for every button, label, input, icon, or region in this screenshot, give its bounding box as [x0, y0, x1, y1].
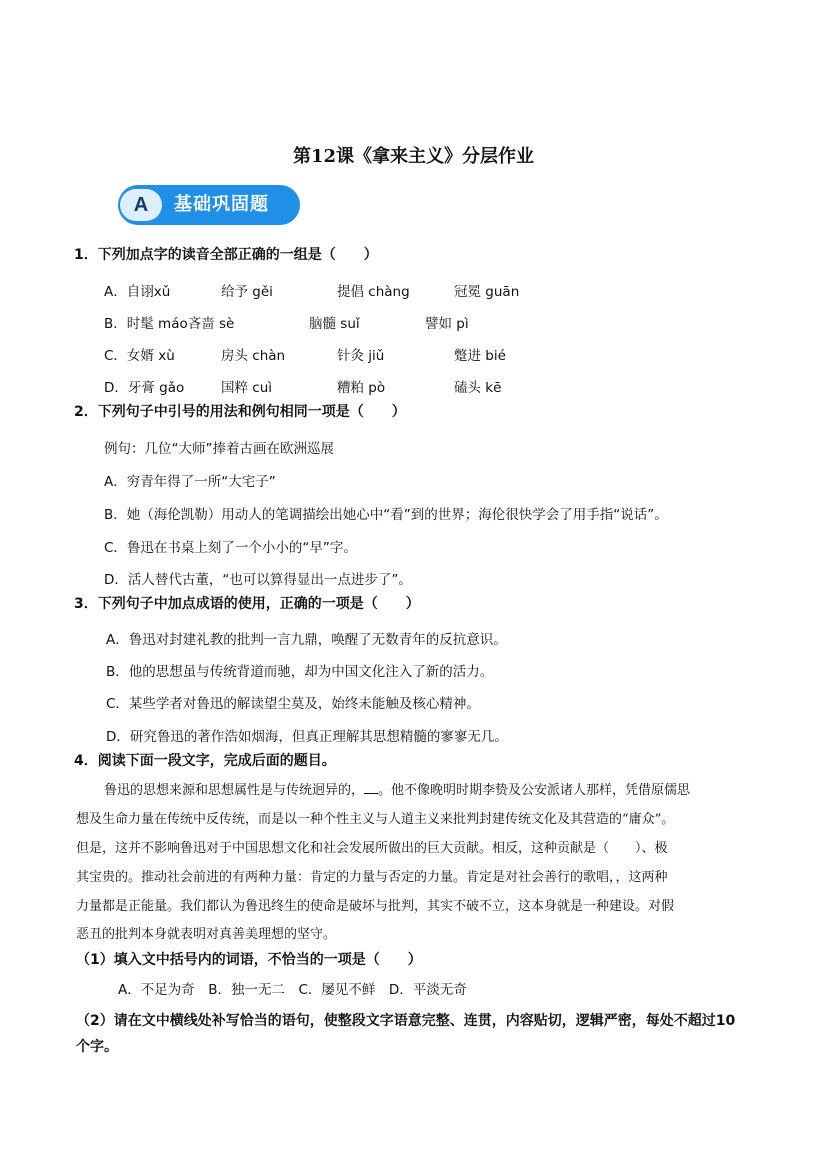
passage-line-1-part-2: 。他不像晚明时期李贽及公安派诸人那样，凭借原儒思 — [378, 783, 691, 798]
question-4-stem: 4．阅读下面一段文字，完成后面的题目。 — [74, 753, 336, 769]
question-2-stem: 2．下列句子中引号的用法和例句相同一项是（ ） — [74, 404, 406, 420]
question-1-stem: 1．下列加点字的读音全部正确的一组是（ ） — [74, 247, 378, 263]
q3-option-b: B．他的思想虽与传统背道而驰，却为中国文化注入了新的活力。 — [106, 664, 494, 680]
q2-option-c: C．鲁迅在书桌上刻了一个小小的“早”字。 — [104, 540, 357, 556]
subquestion-1-options: A．不足为奇 B．独一无二 C．屡见不鲜 D．平淡无奇 — [118, 982, 467, 998]
subquestion-1-stem: （1）填入文中括号内的词语，不恰当的一项是（ ） — [76, 952, 422, 968]
q1-row-a-col4: 冠冕 guān — [454, 284, 520, 300]
q2-option-b: B．她（海伦凯勒）用动人的笔调描绘出她心中“看”到的世界；海伦很快学会了用手指“说话”。 — [104, 507, 668, 523]
q1-row-c-col3: 针灸 jiǔ — [337, 348, 385, 364]
q1-row-d-col1: D．牙膏 gǎo — [104, 380, 185, 396]
passage-line-3: 但是，这并不影响鲁迅对于中国思想文化和社会发展所做出的巨大贡献。相反，这种贡献是（ ）、极 — [76, 841, 668, 856]
q1-row-c-col4: 蹩进 bié — [454, 348, 506, 364]
answer-blank[interactable] — [364, 781, 378, 794]
subquestion-2-stem-line-2: 个字。 — [76, 1039, 118, 1055]
q2-option-a: A．穷青年得了一所“大宅子” — [104, 474, 276, 490]
q1-row-c-col2: 房头 chàn — [221, 348, 286, 364]
q1-row-a-col2: 给予 gěi — [221, 284, 273, 300]
passage-line-2: 想及生命力量在传统中反传统，而是以一种个性主义与人道主义来批判封建传统文化及其营造的“庸众”。 — [76, 812, 675, 827]
q1-row-a-col3: 提倡 chàng — [337, 284, 410, 300]
q1-row-b-col1: B．时髦 máo吝啬 sè — [104, 316, 235, 332]
q3-option-c: C．某些学者对鲁迅的解读望尘莫及，始终未能触及核心精神。 — [106, 696, 480, 712]
q1-row-a-col1: A．自诩xǔ — [104, 284, 171, 300]
passage-line-4: 其宝贵的。推动社会前进的有两种力量：肯定的力量与否定的力量。肯定是对社会善行的歌唱，，这两种 — [76, 870, 668, 885]
q3-option-a: A．鲁迅对封建礼教的批判一言九鼎，唤醒了无数青年的反抗意识。 — [106, 632, 507, 648]
q1-row-d-col2: 国粹 cuì — [221, 380, 273, 396]
q1-row-b-col3: 脑髓 suǐ — [309, 316, 360, 332]
section-banner-text: 基础巩固题 — [174, 194, 269, 215]
question-3-stem: 3．下列句子中加点成语的使用，正确的一项是（ ） — [74, 596, 420, 612]
q1-row-d-col3: 糟粕 pò — [337, 380, 386, 396]
q2-example: 例句：几位“大师”捧着古画在欧洲巡展 — [104, 441, 334, 457]
subquestion-2-stem-line-1: （2）请在文中横线处补写恰当的语句，使整段文字语意完整、连贯，内容贴切，逻辑严密，每处不超过10 — [76, 1013, 736, 1029]
q3-option-d: D．研究鲁迅的著作浩如烟海，但真正理解其思想精髓的寥寥无几。 — [106, 729, 508, 745]
passage-line-1-part-1: 鲁迅的思想来源和思想属性是与传统迥异的， — [104, 783, 365, 798]
q2-option-d: D．活人替代古董，“也可以算得显出一点进步了”。 — [104, 572, 412, 588]
passage-line-5: 力量都是正能量。我们都认为鲁迅终生的使命是破坏与批判，其实不破不立，这本身就是一种建设。对假 — [76, 899, 675, 914]
section-banner — [118, 185, 300, 225]
passage-line-6: 恶丑的批判本身就表明对真善美理想的坚守。 — [76, 927, 337, 942]
section-letter-badge: A — [120, 189, 162, 221]
page-title: 第12课《拿来主义》分层作业 — [292, 146, 535, 167]
passage-line-1 — [104, 779, 690, 798]
q1-row-b-col4: 譬如 pì — [425, 316, 469, 332]
q1-row-c-col1: C．女婿 xù — [104, 348, 175, 364]
q1-row-d-col4: 磕头 kē — [454, 380, 502, 396]
